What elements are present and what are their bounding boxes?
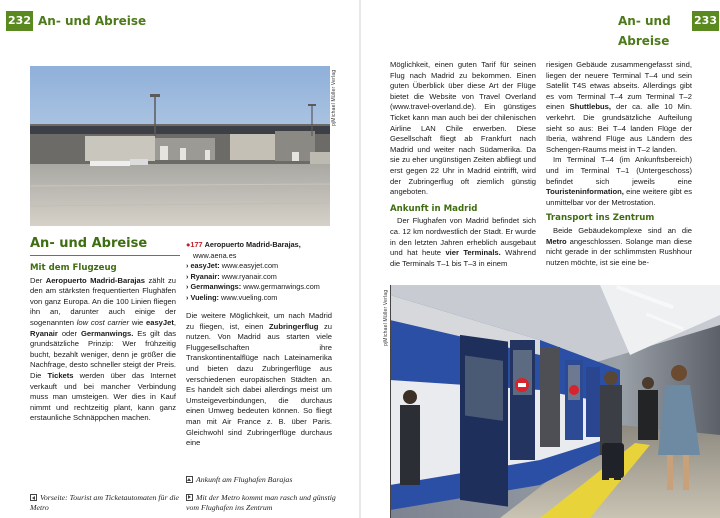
body-text-left-col1: Der Aeropuerto Madrid-Barajas zählt zu den am stärksten frequentierten Flughäfen von ganz Europa. An die 100 Linien fliegen ihn an, darunter auch einige der sogenannten low cost carrier wie easyJet, Ryanair oder Germanwings. Es gilt das grundsätzliche Prinzip: Wer frühzeitig bucht, bezahlt weniger, denn je größer die Nachfrage, desto schneller steigt der Preis. Die Tickets werden über das Internet verkauft und bei mancher Verbindung muss man umsteigen. Wer dies in Kauf nimmt und rechtzeitig plant, kann ganz erstaunliche Schnäppchen machen. — [30, 275, 176, 423]
sidebar-links — [186, 261, 336, 303]
airport-url[interactable]: www.aena.es — [193, 250, 237, 260]
address-box — [186, 240, 336, 304]
sidebar-item-airport: ●177 Aeropuerto Madrid-Barajas, — [186, 240, 301, 249]
page-number-right: 233 — [692, 11, 719, 31]
section-heading: An- und Abreise — [30, 236, 148, 251]
arrow-right-icon — [186, 494, 193, 501]
airport-photo — [30, 66, 330, 226]
photo-credit-left: pjMichael Müller Verlag — [331, 69, 337, 126]
page-number-left: 232 — [6, 11, 33, 31]
subheading-flugzeug: Mit dem Flugzeug — [30, 263, 117, 273]
body-text-right-col2-bottom: Beide Gebäudekomplexe sind an die Metro angeschlossen. Solange man diese nicht gerade in der schlimmsten Rushhour nutzen möchte, ist sie eine be- — [546, 225, 692, 267]
right-column-1 — [390, 60, 536, 269]
sidebar-link-item[interactable]: › easyJet: www.easyjet.com — [186, 261, 279, 271]
sidebar-link-item[interactable]: › Ryanair: www.ryanair.com — [186, 271, 277, 281]
subheading-transport: Transport ins Zentrum — [546, 213, 655, 224]
location-marker: ● — [186, 240, 191, 249]
body-text-right-col1-top: Möglichkeit, einen guten Tarif für seinen Flug nach Madrid zu bekommen. Einen guten Überblick über diese Art der Flüge bietet die Website von Travel Overland (www.travel-overland.de). Ein günstiges Ticket kann man auch bei der chilenischen Airline LAN Chile erwerben. Diese Gesellschaft fliegt ab Frankfurt nach Madrid und weiter nach Südamerika. Da sie zu eher ungünstigen Zeiten abfliegt und erst gegen 22 Uhr in Madrid eintrifft, wird der Zubringerflug oft ziemlich günstig angeboten. — [390, 60, 536, 197]
chevron-right-icon: › — [186, 261, 191, 271]
metro-illustration — [390, 285, 720, 518]
body-text-right-col1-bottom: Der Flughafen von Madrid befindet sich ca. 12 km nordwestlich der Stadt. Er wurde in den letzten Jahren erheblich ausgebaut und hat heute vier Terminals. Während die Terminals T–1 bis T–3 in einem — [390, 216, 536, 268]
subheading-ankunft: Ankunft in Madrid — [390, 203, 478, 214]
body-text-right-col2-top: riesigen Gebäude zusammengefasst sind, liegen der neuere Terminal T–4 und sein Satellit T4S etwas abseits. Allerdings gibt es vom Terminal T–4 zum Terminal T–2 einen Shuttlebus, der ca. alle 10 Min. verkehrt. Die grundsätzliche Aufteilung sieht so aus: Bei T–4 landen Flüge der Iberia, während Flüge aus Ländern des Schengen-Raums meist in T–2 landen. — [546, 60, 692, 154]
sidebar-link-item[interactable]: › Vueling: www.vueling.com — [186, 292, 278, 302]
arrow-up-icon — [186, 476, 193, 483]
left-column-1 — [30, 260, 176, 424]
photo-credit-right: pjMichael Müller Verlag — [383, 289, 389, 346]
body-text-right-col2-mid: Im Terminal T–4 (im Ankunftsbereich) und im Terminal T–1 (Untergeschoss) befindet sich jeweils eine Touristeninformation, eine weitere gibt es unmittelbar vor der Metrostation. — [546, 155, 692, 207]
page-gutter — [359, 0, 361, 518]
caption-ankunft: Ankunft am Flughafen Barajas — [186, 475, 341, 485]
body-text-left-col2: Die weitere Möglichkeit, um nach Madrid zu fliegen, ist, einen Zubringerflug zu nutzen. Von Madrid aus starten viele Fluggesellschaften ihre Transkontinentalflüge nach Lateinamerika und bieten dazu Zubringerflüge aus verschiedenen europäischen Städten an. Es handelt sich dabei allerdings meist um Umsteigeverbindungen, die durchaus einen Umweg bedeuten können. So fliegt man mit Air France z. B. über Paris. Gleichwohl sind Zubringerflüge durchaus eine — [186, 311, 332, 448]
sidebar-link-item[interactable]: › Germanwings: www.germanwings.com — [186, 282, 320, 292]
heading-rule — [30, 255, 180, 256]
chevron-right-icon: › — [186, 282, 191, 292]
metro-photo — [390, 285, 720, 518]
chevron-right-icon: › — [186, 271, 191, 281]
right-column-2 — [546, 60, 692, 268]
arrow-left-icon — [30, 494, 37, 501]
airport-illustration — [30, 66, 330, 226]
caption-metro: Mit der Metro kommt man rasch und günstig vom Flughafen ins Zentrum — [186, 493, 336, 512]
left-column-2 — [186, 311, 332, 449]
running-head-right: An- und Abreise — [618, 14, 671, 48]
chevron-right-icon: › — [186, 292, 191, 302]
running-head-left: An- und Abreise — [38, 14, 147, 28]
caption-vorseite: Vorseite: Tourist am Ticketautomaten für die Metro — [30, 493, 179, 512]
